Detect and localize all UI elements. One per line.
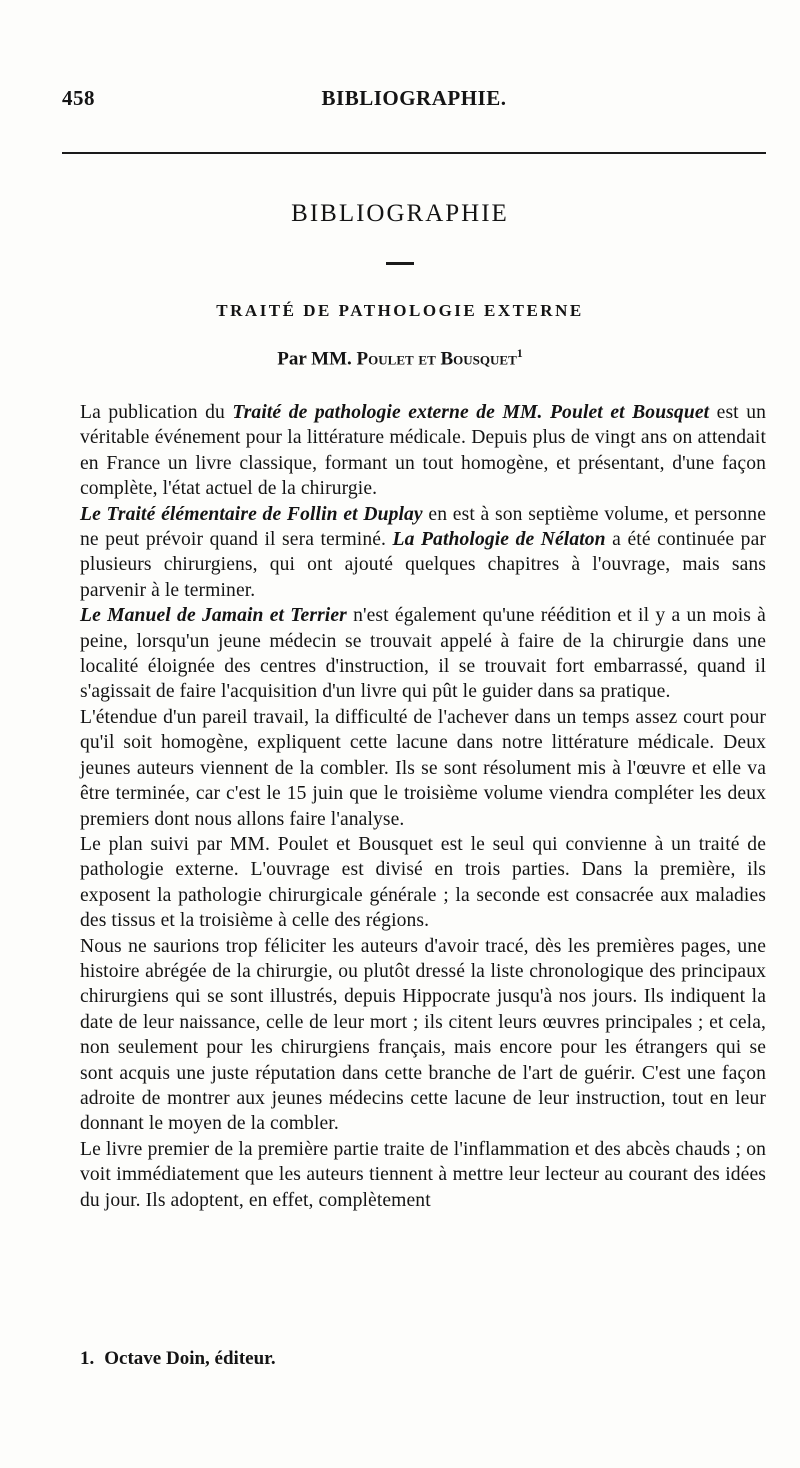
- italic-title: Traité de pathologie externe de MM. Poulet et Bousquet: [232, 402, 710, 423]
- authors-names: Poulet et Bousquet: [356, 348, 517, 370]
- paragraph-text: L'étendue d'un pareil travail, la difficulté de l'achever dans un temps assez court pour qu'il soit homogène, expliquent cette lacune dans notre littérature médicale. Deux jeunes auteurs viennent de la combler. Ils se sont résolument mis à l'œuvre et elle va être terminée, car c'est le 15 juin que le troisième volume viendra compléter les deux premiers dont nous allons faire l'analyse.: [80, 706, 766, 830]
- paragraph-text: a été continuée par plusieurs chirurgiens, qui ont ajouté quelques chapitres à l'ouvrage, mais sans parvenir à le terminer.: [80, 529, 766, 601]
- article-body: [80, 400, 766, 1213]
- italic-title: Le Traité élémentaire de Follin et Duplay: [80, 503, 423, 525]
- paragraph: [80, 603, 766, 705]
- paragraph: [80, 400, 766, 502]
- running-title: BIBLIOGRAPHIE.: [321, 86, 507, 110]
- running-header: [62, 86, 766, 116]
- italic-title: La Pathologie de Nélaton: [392, 529, 606, 551]
- section-title: BIBLIOGRAPHIE: [291, 200, 509, 227]
- paragraph: [80, 934, 766, 1137]
- italic-title: Le Manuel de Jamain et Terrier: [80, 605, 347, 627]
- header-rule: [62, 152, 766, 154]
- footnote: [80, 1348, 766, 1370]
- paragraph: [80, 502, 766, 604]
- footnote-reference: 1: [516, 346, 523, 360]
- title-divider: [386, 262, 414, 265]
- authors-prefix: Par MM.: [277, 348, 357, 370]
- paragraph-text: est un véritable événement pour la littérature médicale. Depuis plus de vingt ans on attendait en France un livre classique, formant un tout homogène, et présentant, d'une façon complète, l'état actuel de la chirurgie.: [80, 402, 766, 500]
- paragraph-text: Nous ne saurions trop féliciter les auteurs d'avoir tracé, dès les premières pages, une histoire abrégée de la chirurgie, ou plutôt dressé la liste chronologique des principaux chirurgiens qui se sont illustrés, depuis Hippocrate jusqu'à nos jours. Ils indiquent la date de leur naissance, celle de leur mort ; ils citent leurs œuvres principales ; et cela, non seulement pour les chirurgiens français, mais encore pour les étrangers qui se sont acquis une juste réputation dans cette branche de l'art de guérir. C'est une façon adroite de montrer aux jeunes médecins cette lacune de leur instruction, tout en leur donnant le moyen de la combler.: [80, 935, 766, 1135]
- paragraph-text: La publication du: [80, 402, 233, 423]
- page-number: 458: [62, 86, 95, 110]
- paragraph: [80, 705, 766, 832]
- paragraph-text: en est à son septième volume, et personne ne peut prévoir quand il sera terminé.: [80, 503, 766, 551]
- authors-line: [0, 346, 800, 370]
- paragraph: [80, 1137, 766, 1213]
- paragraph-text: Le livre premier de la première partie traite de l'inflammation et des abcès chauds ; on voit immédiatement que les auteurs tiennent à mettre leur lecteur au courant des idées du jour. Ils adoptent, en effet, complètement: [80, 1138, 766, 1211]
- footnote-text: Octave Doin, éditeur.: [104, 1348, 276, 1369]
- work-title: TRAITÉ DE PATHOLOGIE EXTERNE: [216, 301, 584, 320]
- paragraph-text: Le plan suivi par MM. Poulet et Bousquet est le seul qui convienne à un traité de pathologie externe. L'ouvrage est divisé en trois parties. Dans la première, ils exposent la pathologie chirurgicale générale ; la seconde est consacrée aux maladies des tissus et la troisième à celle des régions.: [80, 833, 766, 932]
- footnote-number: 1.: [80, 1348, 95, 1369]
- paragraph-text: n'est également qu'une réédition et il y a un mois à peine, lorsqu'un jeune médecin se trouvait appelé à faire de la chirurgie dans une localité éloignée des centres d'instruction, il se trouvait fort embarrassé, quand il s'agissait de faire l'acquisition d'un livre qui pût le guider dans sa pratique.: [80, 605, 766, 703]
- paragraph: [80, 832, 766, 934]
